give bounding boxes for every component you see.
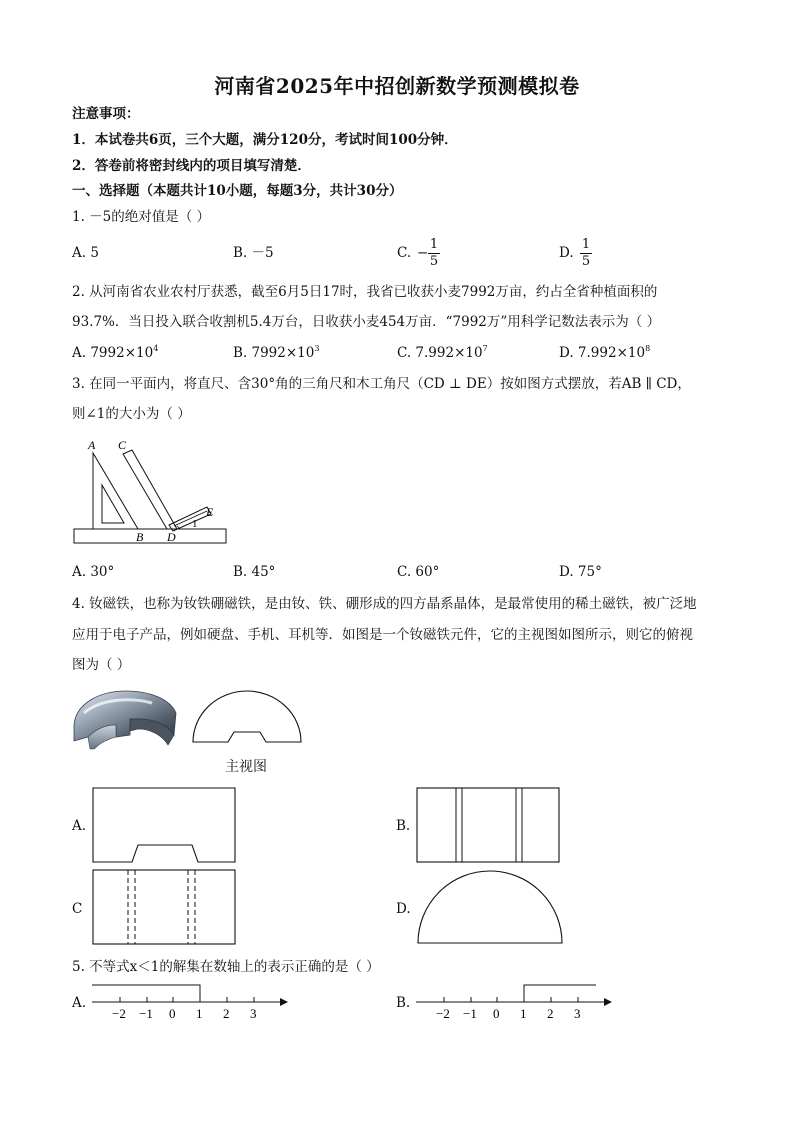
q1-d-numerator: 1 — [581, 237, 591, 252]
q5b-tick-label-neg2: −2 — [436, 1006, 450, 1021]
q2-line-1: 2. 从河南省农业农村厅获悉，截至6月5日17时，我省已收获小麦7992万亩，约占全省种植面积的 — [72, 284, 658, 300]
q2-d-exponent: 8 — [645, 344, 651, 353]
q4-line-2: 应用于电子产品，例如硬盘、手机、耳机等．如图是一个钕磁铁元件，它的主视图如图所示，则它的俯视 — [72, 627, 693, 643]
q4-option-a[interactable] — [92, 787, 237, 863]
q5a-tick-label-neg2: −2 — [112, 1006, 126, 1021]
q5b-ticks — [444, 997, 578, 1002]
q1-option-c-sign: − — [417, 245, 429, 261]
section1-heading: 一、选择题（本题共计10小题，每题3分，共计30分） — [72, 183, 403, 199]
notice-heading: 注意事项： — [72, 106, 140, 122]
triangle-ruler-hole — [102, 485, 124, 523]
q3-option-d[interactable]: D. 75° — [559, 564, 602, 580]
exam-title: 河南省2025年中招创新数学预测模拟卷 — [214, 74, 580, 98]
q5-option-b-label: B. — [396, 995, 411, 1011]
q2-option-d[interactable] — [559, 344, 650, 362]
front-view-caption: 主视图 — [225, 759, 267, 775]
q3-option-b[interactable]: B. 45° — [233, 564, 276, 580]
q5-option-b[interactable] — [416, 983, 611, 1021]
notice-item-1: 1．本试卷共6页，三个大题，满分120分，考试时间100分钟． — [72, 132, 458, 148]
q1-option-d-label: D. — [559, 245, 574, 261]
q3-line-1: 3. 在同一平面内，将直尺、含30°角的三角尺和木工角尺（CD ⊥ DE）按如图方式摆放，若AB ∥ CD， — [72, 376, 691, 392]
q2-c-text: C. 7.992×10 — [397, 345, 483, 361]
q4-option-c-label: C — [72, 901, 83, 917]
front-view-figure — [190, 688, 305, 744]
q3-option-c[interactable]: C. 60° — [397, 564, 440, 580]
q1-option-d-fraction — [580, 237, 592, 270]
q1-stem: 1. －5的绝对值是（ ） — [72, 209, 211, 225]
q3-option-a[interactable]: A. 30° — [72, 564, 115, 580]
q4-option-d[interactable] — [416, 869, 564, 945]
q1-option-c-fraction — [428, 237, 440, 270]
ruler-shape — [74, 529, 226, 543]
q4-option-d-label: D. — [396, 901, 411, 917]
q3-line-2: 则∠1的大小为（ ） — [72, 406, 191, 422]
label-angle-1: 1 — [192, 518, 198, 530]
q1-c-denominator: 5 — [429, 254, 439, 269]
q4-option-a-label: A. — [72, 818, 87, 834]
q2-option-b[interactable] — [233, 344, 319, 362]
q4-option-c[interactable] — [92, 869, 237, 945]
label-E: E — [206, 505, 214, 519]
triangle-ruler-shape — [93, 453, 138, 529]
label-A: A — [88, 438, 96, 452]
magnet-photo — [70, 685, 180, 750]
q4-line-3: 图为（ ） — [72, 657, 131, 673]
q1-d-denominator: 5 — [581, 254, 591, 269]
q2-b-text: B. 7992×10 — [233, 345, 315, 361]
q4-option-b[interactable] — [416, 787, 561, 863]
q5a-tick-label-2: 2 — [223, 1006, 230, 1021]
q5-option-a[interactable] — [92, 983, 287, 1021]
q2-c-exponent: 7 — [482, 344, 488, 353]
label-C: C — [118, 438, 127, 452]
q5a-tick-label-3: 3 — [250, 1006, 257, 1021]
q3-figure — [70, 436, 235, 548]
q5b-tick-label-1: 1 — [520, 1006, 527, 1021]
q2-b-exponent: 3 — [314, 344, 320, 353]
q1-option-a[interactable]: A. 5 — [72, 245, 99, 261]
q5a-tick-label-neg1: −1 — [139, 1006, 153, 1021]
q2-a-exponent: 4 — [153, 344, 159, 353]
q2-option-a[interactable] — [72, 344, 158, 362]
q5a-ticks — [120, 997, 254, 1002]
q1-c-numerator: 1 — [429, 237, 439, 252]
q5-stem: 5. 不等式x＜1的解集在数轴上的表示正确的是（ ） — [72, 959, 380, 975]
label-D: D — [167, 530, 176, 544]
q5b-tick-label-0: 0 — [493, 1006, 500, 1021]
label-B: B — [136, 530, 144, 544]
q1-option-b[interactable]: B. －5 — [233, 245, 274, 261]
q4-line-1: 4. 钕磁铁，也称为钕铁硼磁铁，是由钕、铁、硼形成的四方晶系晶体，是最常使用的稀土磁铁，被广泛地 — [72, 596, 697, 612]
q5b-tick-label-3: 3 — [574, 1006, 581, 1021]
q5b-tick-label-neg1: −1 — [463, 1006, 477, 1021]
q1-option-c-label: C. — [397, 245, 412, 261]
q5a-tick-label-0: 0 — [169, 1006, 176, 1021]
q4-option-b-label: B. — [396, 818, 411, 834]
q2-d-text: D. 7.992×10 — [559, 345, 646, 361]
q5a-tick-label-1: 1 — [196, 1006, 203, 1021]
q2-option-c[interactable] — [397, 344, 488, 362]
q2-a-text: A. 7992×10 — [72, 345, 154, 361]
q5-option-a-label: A. — [72, 995, 87, 1011]
q2-line-2: 93.7%．当日投入联合收割机5.4万台，日收获小麦454万亩．“7992万”用科学记数法表示为（ ） — [72, 314, 661, 330]
q5b-tick-label-2: 2 — [547, 1006, 554, 1021]
notice-item-2: 2．答卷前将密封线内的项目填写清楚． — [72, 158, 311, 174]
